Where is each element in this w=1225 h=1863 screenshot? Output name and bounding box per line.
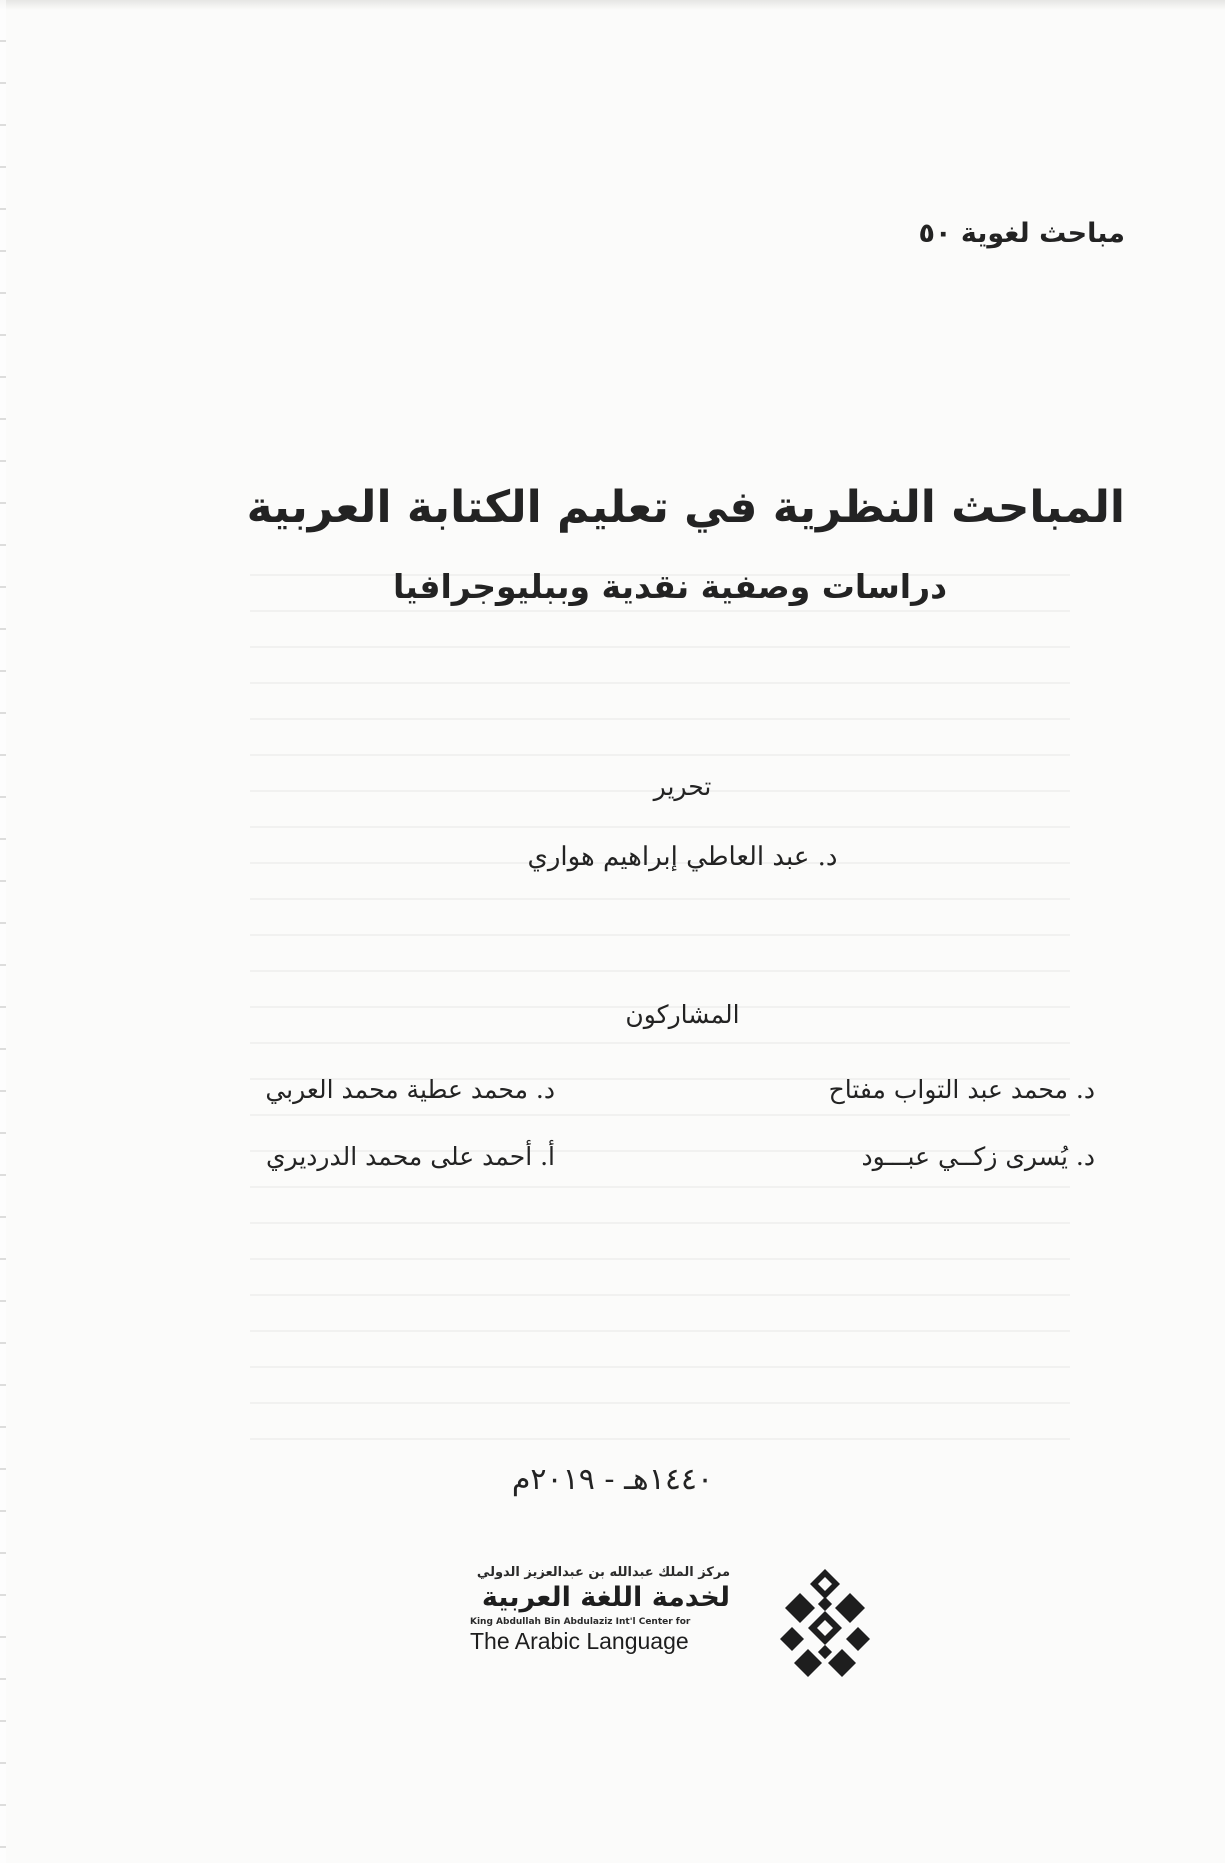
scan-bleed-through	[250, 540, 1070, 1440]
participant-4: أ. أحمد على محمد الدرديري	[265, 1142, 555, 1171]
scan-left-edge	[0, 0, 6, 1863]
publisher-name-en-large: The Arabic Language	[470, 1628, 689, 1654]
participant-2: د. محمد عطية محمد العربي	[265, 1075, 555, 1104]
book-subtitle: دراسات وصفية نقدية وببليوجرافيا	[392, 567, 948, 606]
participant-1: د. محمد عبد التواب مفتاح	[828, 1075, 1095, 1104]
book-title: المباحث النظرية في تعليم الكتابة العربية	[246, 482, 1125, 533]
scan-top-edge	[0, 0, 1225, 10]
publication-date: ١٤٤٠هـ - ٢٠١٩م	[511, 1462, 714, 1497]
publisher-name-ar-small: مركز الملك عبدالله بن عبدالعزيز الدولي	[476, 1565, 730, 1580]
publisher-name	[470, 1565, 730, 1655]
publisher-logo-block	[470, 1565, 880, 1685]
series-label: مباحث لغوية ٥٠	[918, 218, 1125, 249]
kaica-logo-icon	[770, 1565, 880, 1685]
participant-3: د. يُسرى زكــي عبـــود	[861, 1142, 1095, 1171]
editor-name: د. عبد العاطي إبراهيم هواري	[527, 842, 838, 872]
editing-label: تحرير	[653, 772, 712, 801]
publisher-name-ar-large: لخدمة اللغة العربية	[481, 1582, 730, 1613]
publisher-name-en-small: King Abdullah Bin Abdulaziz Int'l Center for	[470, 1617, 691, 1627]
participants-label: المشاركون	[625, 1000, 740, 1029]
